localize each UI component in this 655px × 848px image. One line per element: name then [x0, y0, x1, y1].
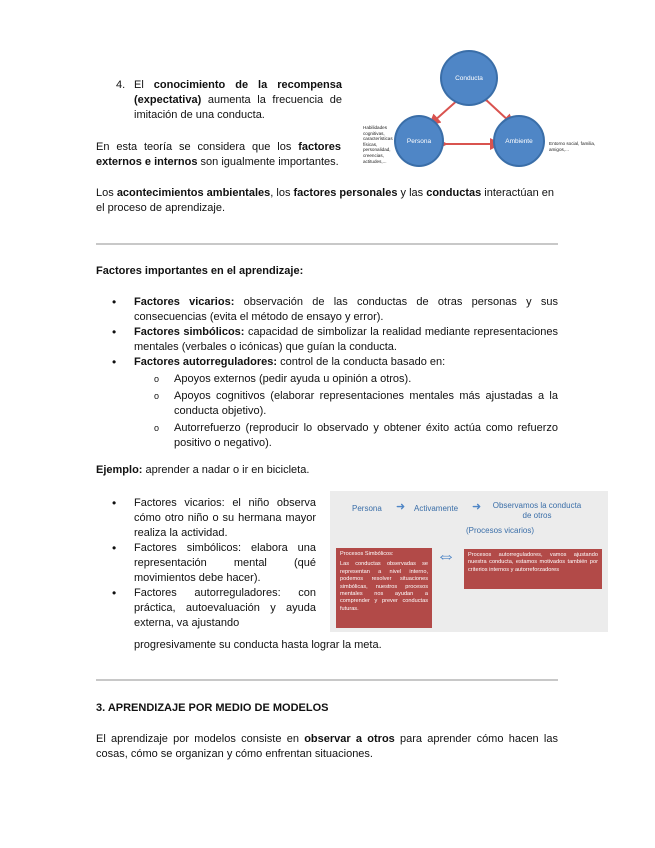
- box-procesos-autorreguladores: Procesos autorreguladores, vamos ajustando nuestra conducta, estamos motivados también por criterios internos y autorreforzadores: [464, 549, 602, 589]
- divider-2: [96, 679, 558, 681]
- factores-list: [96, 295, 558, 451]
- factores-heading: Factores importantes en el aprendizaje:: [96, 265, 304, 277]
- double-arrow-icon: ⇔: [436, 545, 456, 567]
- diagram-activamente: Activamente: [414, 504, 459, 513]
- factor-item-simbolicos: • Factores simbólicos: capacidad de simbolizar la realidad mediante representaciones mentales (verbales o icónicas) que guían la conducta.: [96, 325, 558, 355]
- ejemplo-line: Ejemplo: aprender a nadar o ir en bicicleta.: [96, 464, 310, 476]
- diagram-persona: Persona: [352, 504, 382, 513]
- ambiente-note: Entorno social, familia, amigos,...: [549, 141, 596, 152]
- diagram-vicarios: (Procesos vicarios): [466, 526, 535, 535]
- ejemplo-item-autorreguladores: • Factores autorreguladores: con práctica, autoevaluación y ayuda externa, va ajustando: [96, 586, 316, 631]
- arrow-right-icon: ➜: [472, 501, 482, 513]
- theory-paragraph-2: Los acontecimientos ambientales, los factores personales y las conductas interactúan en el proceso de aprendizaje.: [96, 187, 554, 214]
- section-3-heading: 3. APRENDIZAJE POR MEDIO DE MODELOS: [96, 702, 329, 714]
- factor-item-vicarios: • Factores vicarios: observación de las conductas de otras personas y sus consecuencias (evita el método de ensayo y error).: [96, 295, 558, 325]
- divider-1: [96, 243, 558, 245]
- sub-item-apoyos-externos: o Apoyos externos (pedir ayuda u opinión a otros).: [96, 372, 558, 387]
- sub-item-apoyos-cognitivos: o Apoyos cognitivos (elaborar representaciones mentales más ajustadas a la conducta objetivo).: [96, 389, 558, 419]
- circle-ambiente: Ambiente: [493, 115, 545, 167]
- persona-note: Habilidades cognitivas, características físicas, personalidad, creencias, actitudes,...: [363, 125, 393, 164]
- ejemplo-item-simbolicos: • Factores simbólicos: elabora una representación mental (qué movimientos debe hacer).: [96, 541, 316, 586]
- ejemplo-list: [96, 496, 316, 631]
- diagram-observamos: Observamos la conducta de otros: [492, 501, 582, 520]
- sub-item-autorrefuerzo: o Autorrefuerzo (reproducir lo observado y obtener éxito actúa como refuerzo positivo o negativo).: [96, 421, 558, 451]
- factor-item-autorreguladores: • Factores autorreguladores: control de la conducta basado en:: [96, 355, 558, 370]
- box-procesos-simbolicos: Procesos Simbólicos: Las conductas observadas se representan a nivel interno, podemos resolver situaciones simbólicas, nuestros procesos mentales nos ayudan a comprender y prever conductas futuras.: [336, 548, 432, 628]
- arrow-right-icon: ➜: [396, 501, 406, 513]
- circle-conducta: Conducta: [440, 50, 498, 106]
- ejemplo-item-vicarios: • Factores vicarios: el niño observa cómo otro niño o su hermana mayor realiza la actividad.: [96, 496, 316, 541]
- item-4: 4. El conocimiento de la recompensa (expectativa) aumenta la frecuencia de imitación de una conducta.: [116, 79, 342, 121]
- ejemplo-continuation: progresivamente su conducta hasta lograr la meta.: [134, 639, 382, 651]
- item-4-number: 4.: [116, 79, 126, 91]
- process-diagram: [330, 491, 608, 632]
- section-3-paragraph: El aprendizaje por modelos consiste en observar a otros para aprender cómo hacen las cosas, cómo se organizan y cómo enfrentan situaciones.: [96, 733, 558, 760]
- circle-persona: Persona: [394, 115, 444, 167]
- theory-paragraph-1: En esta teoría se considera que los factores externos e internos son igualmente importantes.: [96, 141, 341, 168]
